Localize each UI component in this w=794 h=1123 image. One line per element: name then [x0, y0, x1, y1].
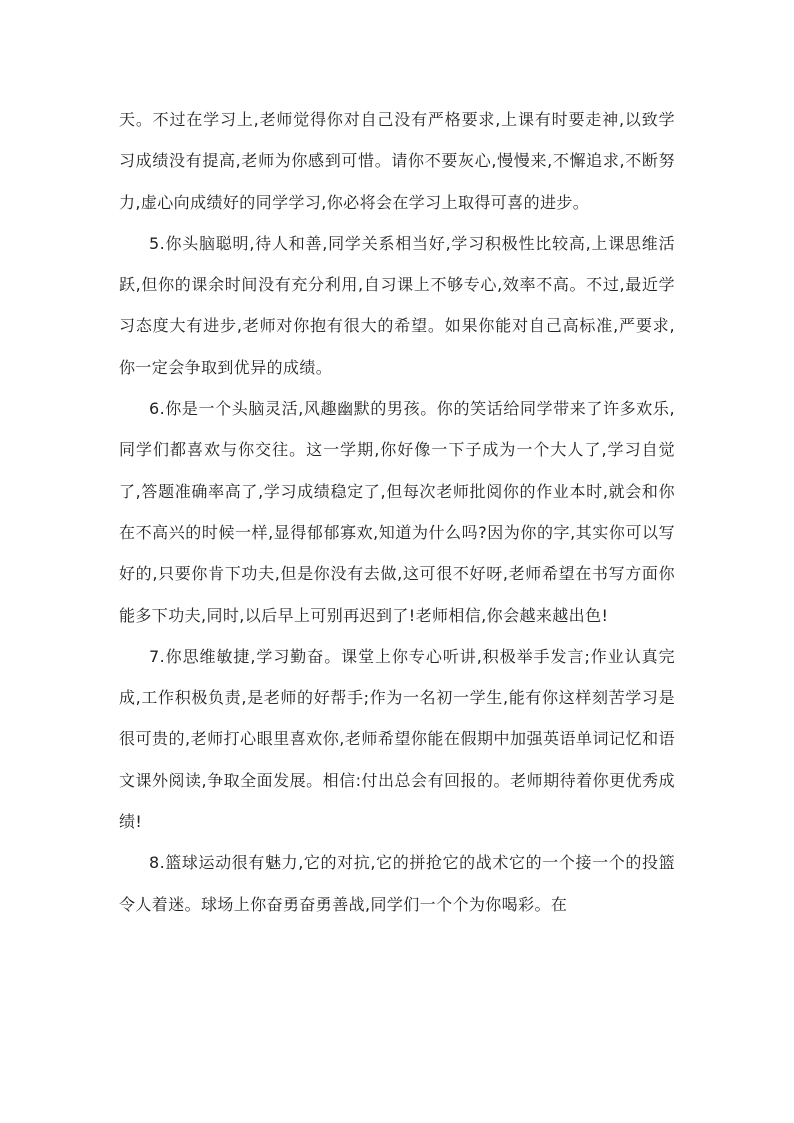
document-page [119, 99, 675, 925]
paragraph-item-5: 5.你头脑聪明,待人和善,同学关系相当好,学习积极性比较高,上课思维活跃,但你的课余时间没有充分利用,自习课上不够专心,效率不高。不过,最近学习态度大有进步,老师对你抱有很大的希望。如果你能对自己高标准,严要求,你一定会争取到优异的成绩。 [119, 233, 675, 377]
paragraph-continued: 天。不过在学习上,老师觉得你对自己没有严格要求,上课有时要走神,以致学习成绩没有提高,老师为你感到可惜。请你不要灰心,慢慢来,不懈追求,不断努力,虚心向成绩好的同学学习,你必将会在学习上取得可喜的进步。 [119, 110, 675, 212]
paragraph-item-7: 7.你思维敏捷,学习勤奋。课堂上你专心听讲,积极举手发言;作业认真完成,工作积极负责,是老师的好帮手;作为一名初一学生,能有你这样刻苦学习是很可贵的,老师打心眼里喜欢你,老师希望你能在假期中加强英语单词记忆和语文课外阅读,争取全面发展。相信:付出总会有回报的。老师期待着你更优秀成绩! [119, 646, 675, 832]
paragraph-item-8: 8.篮球运动很有魅力,它的对抗,它的拼抢它的战术它的一个接一个的投篮令人着迷。球场上你奋勇奋勇善战,同学们一个个为你喝彩。在 [119, 853, 675, 914]
paragraph-item-6: 6.你是一个头脑灵活,风趣幽默的男孩。你的笑话给同学带来了许多欢乐,同学们都喜欢与你交往。这一学期,你好像一下子成为一个大人了,学习自觉了,答题准确率高了,学习成绩稳定了,但每次老师批阅你的作业本时,就会和你在不高兴的时候一样,显得郁郁寡欢,知道为什么吗?因为你的字,其实你可以写好的,只要你肯下功夫,但是你没有去做,这可很不好呀,老师希望在书写方面你能多下功夫,同时,以后早上可别再迟到了!老师相信,你会越来越出色! [119, 399, 675, 625]
